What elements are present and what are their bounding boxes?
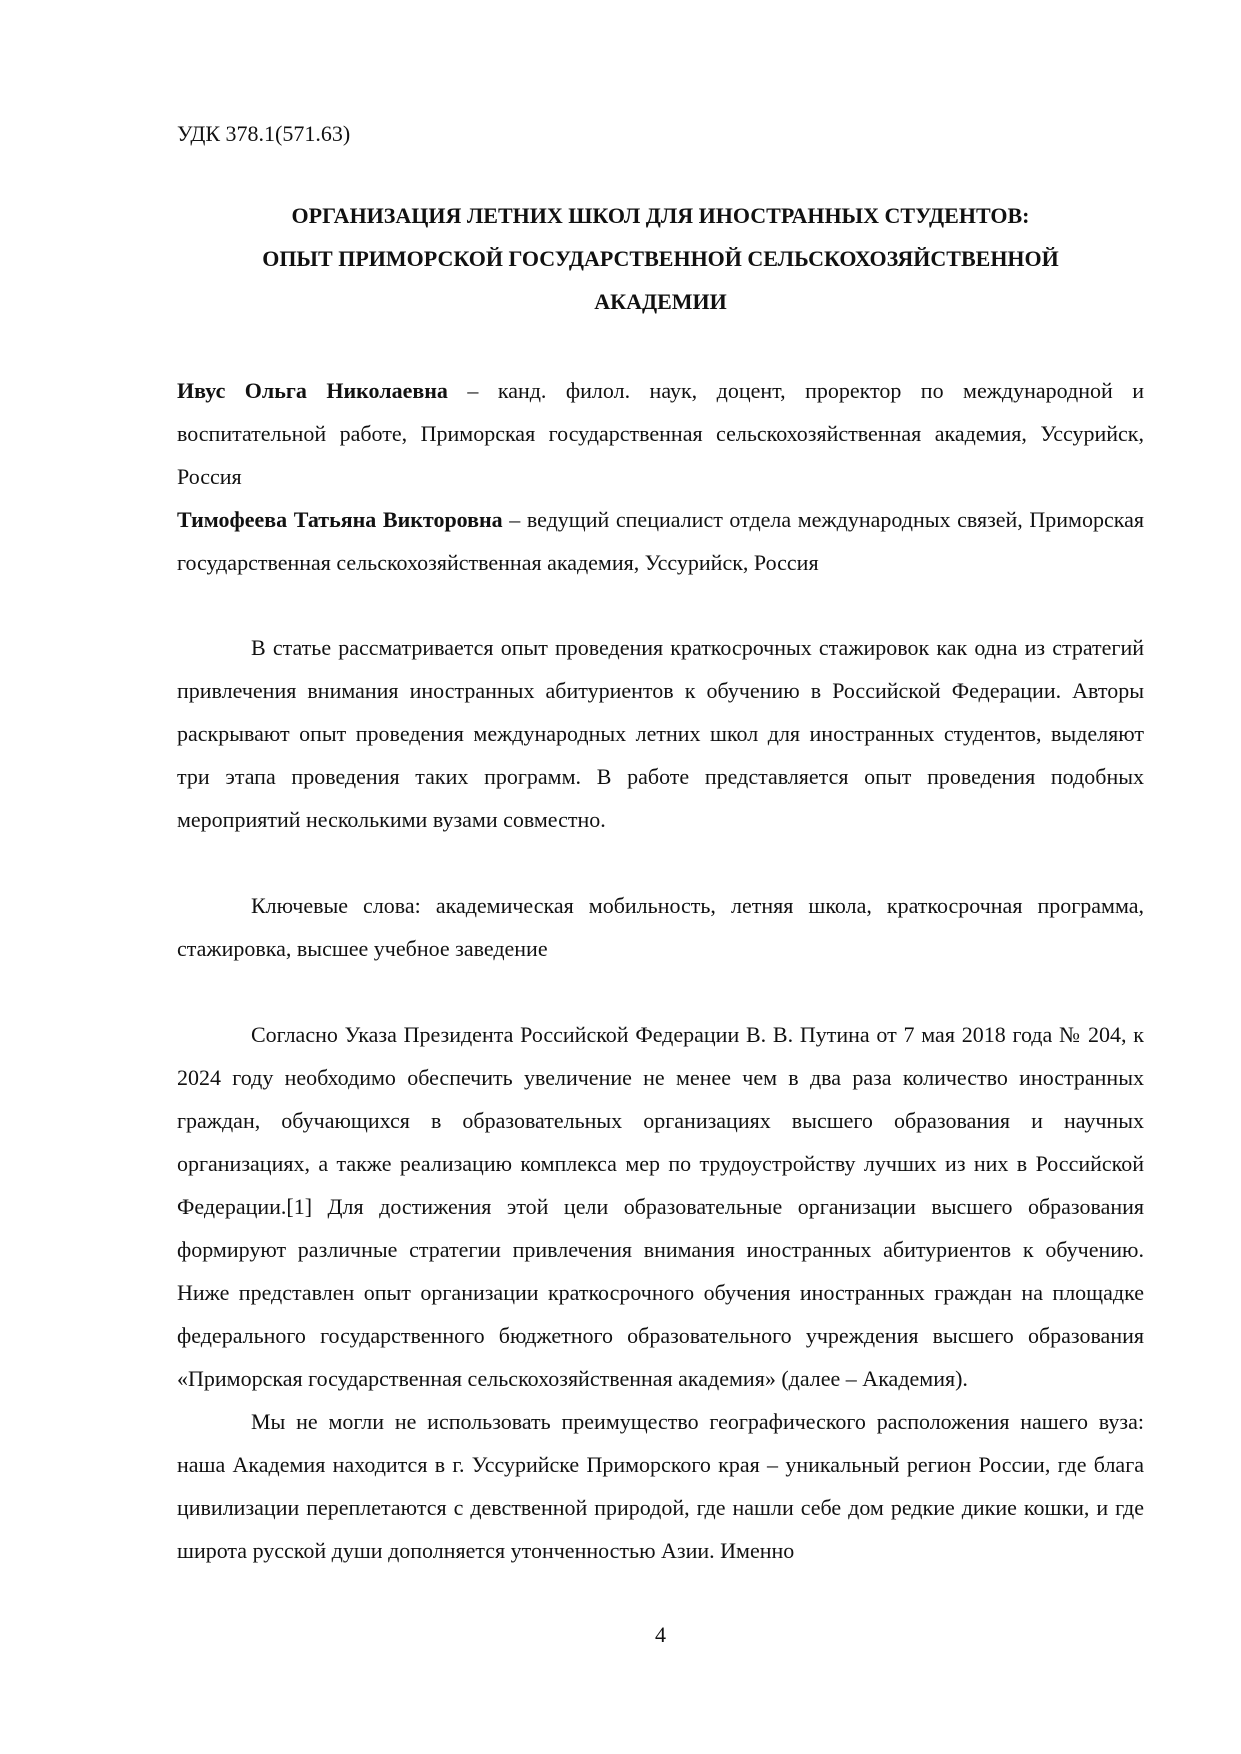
article-title	[177, 194, 1144, 323]
title-line: ОПЫТ ПРИМОРСКОЙ ГОСУДАРСТВЕННОЙ СЕЛЬСКОХОЗЯЙСТВЕННОЙ	[262, 246, 1059, 271]
abstract: В статье рассматривается опыт проведения краткосрочных стажировок как одна из стратегий привлечения внимания иностранных абитуриентов к обучению в Российской Федерации. Авторы раскрывают опыт проведения международных летних школ для иностранных студентов, выделяют три этапа проведения таких программ. В работе представляется опыт проведения подобных мероприятий несколькими вузами совместно.	[177, 635, 1144, 832]
document-page	[177, 0, 1144, 1754]
author-entry	[177, 369, 1144, 498]
author-affiliation: – канд. филол. наук, доцент, проректор по международной и воспитательной работе, Приморская государственная сельскохозяйственная академия, Уссурийск, Россия	[177, 378, 1145, 489]
author-entry	[177, 498, 1144, 584]
title-line: АКАДЕМИИ	[594, 289, 727, 314]
author-affiliation: – ведущий специалист отдела международных связей, Приморская государственная сельскохозяйственная академия, Уссурийск, Россия	[177, 507, 1144, 575]
udc-code: УДК 378.1(571.63)	[177, 121, 351, 146]
author-list	[177, 369, 1144, 584]
title-line: ОРГАНИЗАЦИЯ ЛЕТНИХ ШКОЛ ДЛЯ ИНОСТРАННЫХ СТУДЕНТОВ:	[291, 203, 1030, 228]
page-number: 4	[655, 1622, 666, 1647]
author-name: Ивус Ольга Николаевна	[177, 378, 448, 403]
author-name: Тимофеева Татьяна Викторовна	[177, 507, 503, 532]
keywords: Ключевые слова: академическая мобильность, летняя школа, краткосрочная программа, стажировка, высшее учебное заведение	[177, 893, 1144, 961]
body-paragraph: Мы не могли не использовать преимущество географического расположения нашего вуза: наша Академия находится в г. Уссурийске Приморского края – уникальный регион России, где блага цивилизации переплетаются с девственной природой, где нашли себе дом редкие дикие кошки, и где широта русской души дополняется утонченностью Азии. Именно	[177, 1409, 1144, 1563]
article-body	[177, 1013, 1144, 1572]
body-paragraph: Согласно Указа Президента Российской Федерации В. В. Путина от 7 мая 2018 года № 204, к 2024 году необходимо обеспечить увеличение не менее чем в два раза количество иностранных граждан, обучающихся в образовательных организациях высшего образования и научных организациях, а также реализацию комплекса мер по трудоустройству лучших из них в Российской Федерации.[1] Для достижения этой цели образовательные организации высшего образования формируют различные стратегии привлечения внимания иностранных абитуриентов к обучению. Ниже представлен опыт организации краткосрочного обучения иностранных граждан на площадке федерального государственного бюджетного образовательного учреждения высшего образования «Приморская государственная сельскохозяйственная академия» (далее – Академия).	[177, 1022, 1144, 1391]
